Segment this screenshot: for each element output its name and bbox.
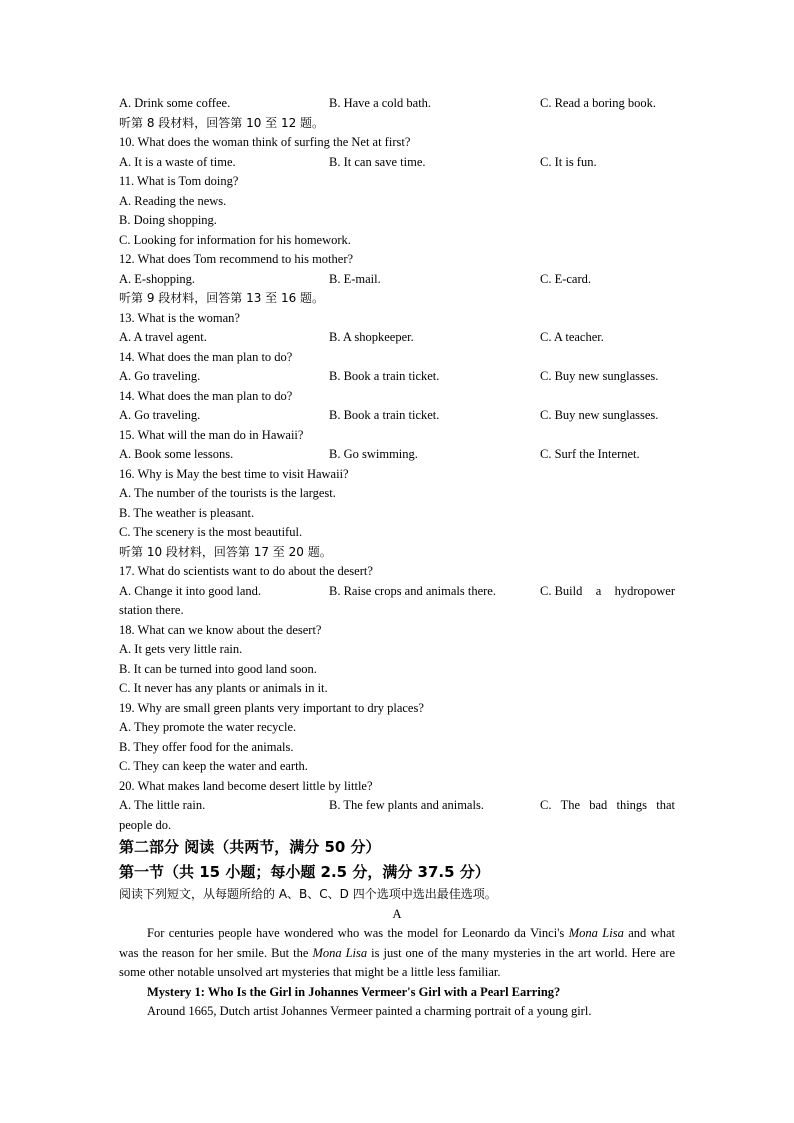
question-19: 19. Why are small green plants very important to dry places? (119, 700, 424, 715)
q14-repeat-options (119, 406, 675, 426)
question-14: 14. What does the man plan to do? (119, 349, 293, 364)
option-c: C. Read a boring book. (540, 96, 656, 110)
mystery-1-heading: Mystery 1: Who Is the Girl in Johannes Vermeer's Girl with a Pearl Earring? (147, 984, 561, 999)
q14-options (119, 367, 675, 387)
q15-options (119, 445, 675, 465)
part-2-heading: 第二部分 阅读（共两节，满分 50 分） (119, 838, 381, 856)
option-c-continuation: people do. (119, 817, 172, 832)
question-12: 12. What does Tom recommend to his mother? (119, 252, 354, 266)
q13-options (119, 328, 675, 348)
section-8-instruction: 听第 8 段材料，回答第 10 至 12 题。 (119, 115, 325, 130)
section-10-instruction: 听第 10 段材料，回答第 17 至 20 题。 (119, 544, 332, 559)
option-a: A. Go traveling. (119, 369, 201, 383)
option-c: C. They can keep the water and earth. (119, 759, 308, 773)
q9-options (119, 94, 675, 114)
section-9-instruction: 听第 9 段材料，回答第 13 至 16 题。 (119, 291, 325, 305)
artwork-title: Mona Lisa (568, 926, 624, 940)
reading-instruction: 阅读下列短文，从每题所给的 A、B、C、D 四个选项中选出最佳选项。 (119, 887, 497, 901)
option-c (540, 796, 675, 816)
option-b: B. It can save time. (329, 154, 426, 169)
option-a: A. A travel agent. (119, 330, 207, 344)
option-b: B. Raise crops and animals there. (329, 583, 496, 598)
exam-page (119, 94, 675, 1022)
option-b: B. Doing shopping. (119, 213, 217, 227)
question-10: 10. What does the woman think of surfing the Net at first? (119, 135, 411, 149)
option-c-continuation: station there. (119, 603, 184, 617)
option-b: B. A shopkeeper. (329, 330, 414, 344)
option-c-word: C. Build (540, 583, 583, 598)
option-b: B. The weather is pleasant. (119, 505, 255, 520)
passage-paragraph-1 (119, 924, 675, 983)
question-14-repeat: 14. What does the man plan to do? (119, 388, 293, 403)
question-18: 18. What can we know about the desert? (119, 622, 322, 637)
option-c-word: The (560, 798, 581, 812)
text-run: For centuries people have wondered who was the model for Leonardo da Vinci's (147, 926, 569, 940)
option-a: A. E-shopping. (119, 271, 196, 286)
option-b: B. E-mail. (329, 271, 381, 286)
passage-letter: A (392, 906, 402, 921)
q12-options (119, 270, 675, 290)
option-c: C. It is fun. (540, 154, 597, 169)
option-c-word: things (616, 798, 648, 812)
option-a: A. It gets very little rain. (119, 642, 243, 656)
question-13: 13. What is the woman? (119, 310, 240, 325)
option-c: C. A teacher. (540, 330, 604, 344)
option-a: A. It is a waste of time. (119, 154, 236, 169)
question-17: 17. What do scientists want to do about the desert? (119, 564, 373, 578)
option-b: B. It can be turned into good land soon. (119, 661, 317, 676)
option-a: A. The little rain. (119, 798, 206, 812)
question-15: 15. What will the man do in Hawaii? (119, 427, 304, 442)
option-c: C. E-card. (540, 271, 592, 286)
option-b: B. They offer food for the animals. (119, 739, 294, 754)
q10-options (119, 153, 675, 173)
option-c: C. It never has any plants or animals in it. (119, 681, 328, 695)
option-c: C. Buy new sunglasses. (540, 369, 659, 383)
option-a: A. Go traveling. (119, 408, 201, 422)
option-a: A. Change it into good land. (119, 583, 261, 598)
option-c-word: bad (589, 798, 608, 812)
section-1-heading: 第一节（共 15 小题；每小题 2.5 分，满分 37.5 分） (119, 863, 490, 881)
option-c: C. Looking for information for his homework. (119, 232, 351, 247)
option-b: B. The few plants and animals. (329, 798, 484, 812)
option-c-word: C. (540, 798, 552, 812)
option-b: B. Book a train ticket. (329, 408, 440, 422)
option-c: C. Buy new sunglasses. (540, 408, 659, 422)
option-a: A. Drink some coffee. (119, 96, 231, 110)
question-11: 11. What is Tom doing? (119, 174, 239, 188)
artwork-title: Mona Lisa (312, 945, 368, 960)
option-c: C. The scenery is the most beautiful. (119, 525, 303, 539)
text-run: and what was the reason for her smile. But the (119, 926, 675, 960)
passage-paragraph-2: Around 1665, Dutch artist Johannes Vermeer painted a charming portrait of a young girl. (147, 1004, 592, 1018)
option-a: A. The number of the tourists is the largest. (119, 486, 336, 500)
option-a: A. Reading the news. (119, 193, 227, 208)
option-b: B. Book a train ticket. (329, 369, 440, 383)
option-c-word: hydropower (614, 583, 675, 598)
question-20: 20. What makes land become desert little by little? (119, 778, 373, 793)
option-c-word: a (595, 583, 602, 598)
option-c: C. Surf the Internet. (540, 447, 640, 461)
option-c (540, 582, 675, 602)
text-run: is just one of the many mysteries in the art world. Here are some other notable unsolved art mysteries that might be a little less familiar. (119, 945, 676, 979)
option-a: A. Book some lessons. (119, 447, 234, 461)
q20-options (119, 796, 675, 816)
option-c-word: that (656, 798, 675, 812)
option-b: B. Have a cold bath. (329, 96, 432, 110)
question-16: 16. Why is May the best time to visit Hawaii? (119, 466, 349, 481)
option-b: B. Go swimming. (329, 447, 418, 461)
option-a: A. They promote the water recycle. (119, 720, 297, 734)
q17-options (119, 582, 675, 602)
